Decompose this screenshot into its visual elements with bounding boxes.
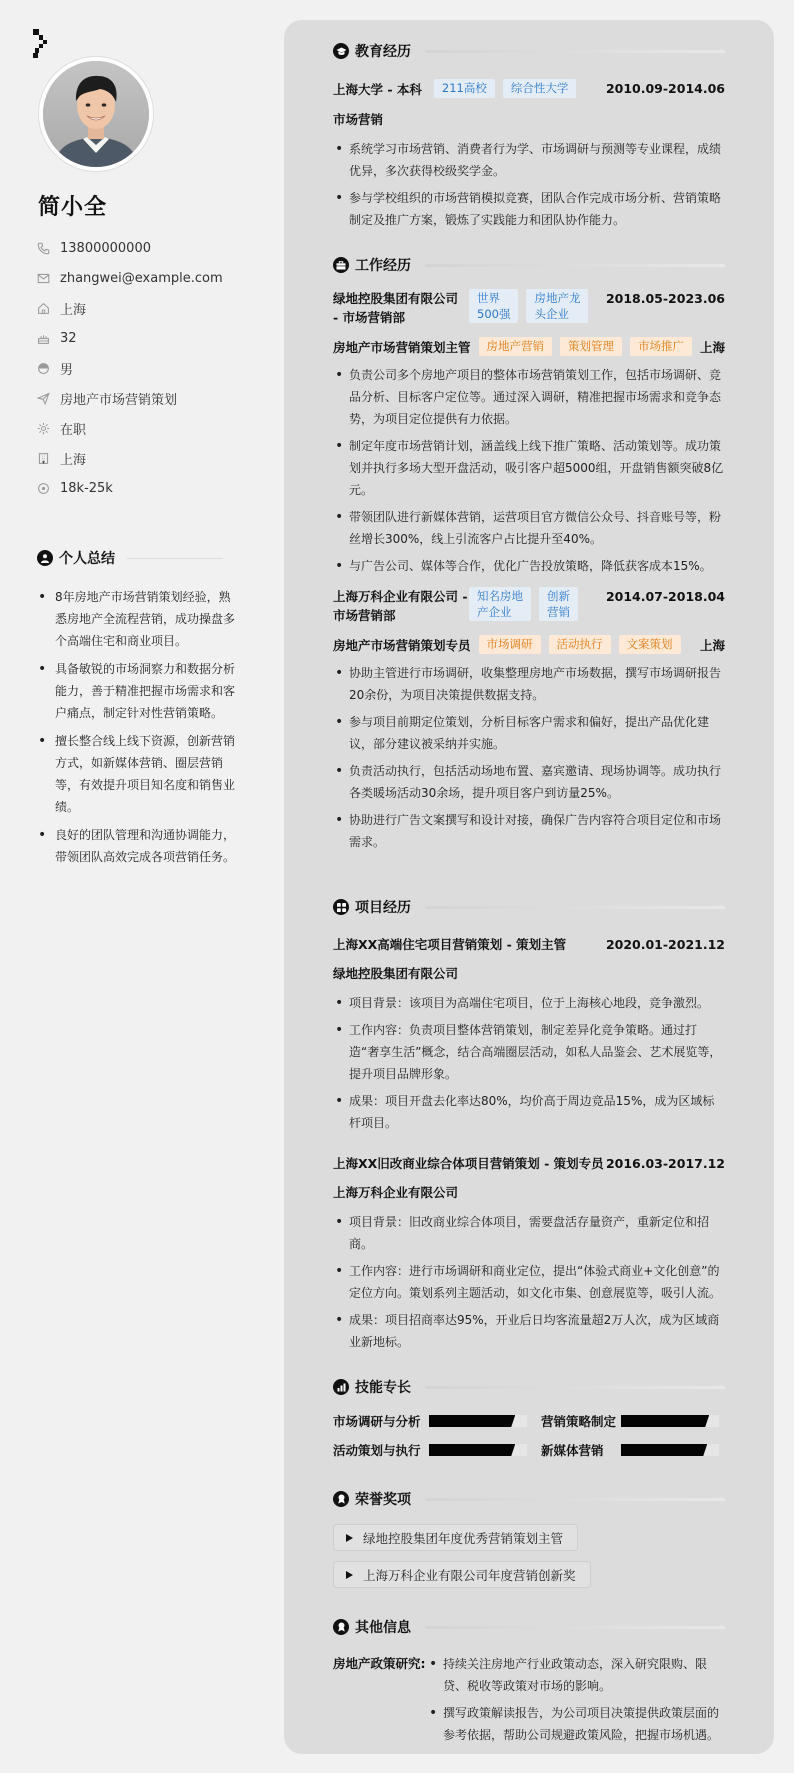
info-text: 房地产市场营销策划 bbox=[60, 392, 178, 408]
project-bullets bbox=[333, 1211, 725, 1353]
job-position: 房地产市场营销策划专员 bbox=[333, 637, 471, 653]
job-position: 房地产市场营销策划主管 bbox=[333, 339, 471, 355]
phone-icon bbox=[37, 242, 50, 255]
education-section bbox=[333, 41, 725, 236]
projects-section-title bbox=[333, 897, 725, 917]
info-icon bbox=[333, 1619, 349, 1635]
tag-line: 世界 bbox=[477, 291, 500, 305]
skill-fill bbox=[429, 1444, 515, 1456]
project-entry-head bbox=[333, 935, 725, 953]
skill-row bbox=[333, 1411, 725, 1431]
info-phone bbox=[37, 233, 223, 263]
info-hometown bbox=[37, 293, 223, 323]
candidate-name: 简小全 bbox=[38, 195, 108, 220]
company-name-line: 市场营销部 bbox=[333, 608, 396, 623]
list-item: • 制定年度市场营销计划，涵盖线上线下推广策略、活动策划等。成功策划并执行多场大型开盘活动，吸引客户超5000组，开盘销售额突破8亿元。 bbox=[333, 435, 725, 501]
project-company: 上海万科企业有限公司 bbox=[333, 1185, 459, 1200]
tag-line: 头企业 bbox=[534, 307, 569, 321]
email-icon bbox=[37, 272, 50, 285]
user-icon bbox=[37, 550, 53, 566]
briefcase-icon bbox=[333, 257, 349, 273]
skills-section-title bbox=[333, 1377, 725, 1397]
award-text: 上海万科企业有限公司年度营销创新奖 bbox=[363, 1567, 576, 1583]
work-section-title bbox=[333, 255, 725, 275]
home-icon bbox=[37, 302, 50, 315]
skill-name: 新媒体营销 bbox=[541, 1443, 604, 1458]
company-name-line: 上海万科企业有限公司 - bbox=[333, 589, 468, 604]
gender-icon bbox=[37, 362, 50, 375]
list-item: • 8年房地产市场营销策划经验，熟悉房地产全流程营销，成功操盘多个高端住宅和商业项目。 bbox=[37, 586, 237, 652]
skill-fill bbox=[621, 1415, 709, 1427]
list-item: • 负责活动执行，包括活动场地布置、嘉宾邀请、现场协调等。成功执行各类暖场活动30余场，提升项目客户到访量25%。 bbox=[333, 760, 725, 804]
company-tag bbox=[469, 587, 531, 621]
list-item: • 撰写政策解读报告，为公司项目决策提供政策层面的参考依据，帮助公司规避政策风险，把握市场机遇。 bbox=[427, 1702, 725, 1746]
project-date: 2016.03-2017.12 bbox=[605, 1155, 725, 1171]
job-bullets bbox=[333, 662, 725, 853]
list-item: • 成果：项目开盘去化率达80%，均价高于周边竞品15%，成为区域标杆项目。 bbox=[333, 1090, 725, 1134]
list-item: • 工作内容：进行市场调研和商业定位，提出“体验式商业+文化创意”的定位方向。策划系列主题活动，如文化市集、创意展览等，吸引人流。 bbox=[333, 1260, 725, 1304]
graduation-cap-icon bbox=[333, 43, 349, 59]
company-tag bbox=[469, 289, 518, 323]
tag-line: 营销 bbox=[547, 605, 570, 619]
project-name: 上海XX旧改商业综合体项目营销策划 - 策划专员 bbox=[333, 1156, 604, 1171]
info-salary bbox=[37, 473, 223, 503]
list-item: • 带领团队进行新媒体营销，运营项目官方微信公众号、抖音账号等，粉丝增长300%，线上引流客户占比提升至40%。 bbox=[333, 506, 725, 550]
salary-icon bbox=[37, 482, 50, 495]
info-text: 32 bbox=[60, 330, 77, 346]
award-text: 绿地控股集团年度优秀营销策划主管 bbox=[363, 1530, 564, 1546]
award-item bbox=[333, 1561, 725, 1588]
list-item: • 持续关注房地产行业政策动态，深入研究限购、限贷、税收等政策对市场的影响。 bbox=[427, 1653, 725, 1697]
other-info-row bbox=[333, 1653, 725, 1751]
skill-tag: 活动执行 bbox=[549, 635, 611, 654]
info-city bbox=[37, 443, 223, 473]
projects-section bbox=[333, 897, 725, 1358]
skill-name: 活动策划与执行 bbox=[333, 1443, 421, 1458]
tag-line: 房地产龙 bbox=[534, 291, 581, 305]
info-text: 上海 bbox=[60, 452, 87, 468]
company-name-line: - 市场营销部 bbox=[333, 310, 406, 325]
grid-icon bbox=[333, 899, 349, 915]
company-name-line: 绿地控股集团有限公司 bbox=[333, 291, 459, 306]
section-title-text: 技能专长 bbox=[355, 1380, 411, 1396]
list-item: • 协助主管进行市场调研，收集整理房地产市场数据，撰写市场调研报告20余份，为项目决策提供数据支持。 bbox=[333, 662, 725, 706]
play-icon bbox=[346, 1571, 353, 1579]
list-item: • 具备敏锐的市场洞察力和数据分析能力，善于精准把握市场需求和客户痛点，制定针对性营销策略。 bbox=[37, 658, 237, 724]
gear-icon bbox=[37, 422, 50, 435]
divider bbox=[425, 906, 725, 909]
job-date: 2014.07-2018.04 bbox=[605, 589, 725, 604]
job-entry-head bbox=[333, 587, 725, 625]
summary-title-text: 个人总结 bbox=[59, 551, 115, 567]
list-item: • 参与学校组织的市场营销模拟竞赛，团队合作完成市场分析、营销策略制定及推广方案，锻炼了实践能力和团队协作能力。 bbox=[333, 187, 725, 231]
project-bullets bbox=[333, 992, 725, 1134]
awards-section-title bbox=[333, 1489, 725, 1509]
info-job-intent bbox=[37, 383, 223, 413]
job-position-row bbox=[333, 635, 725, 654]
divider bbox=[127, 558, 223, 559]
skill-tag: 文案策划 bbox=[619, 635, 681, 654]
company-tag bbox=[526, 289, 588, 323]
list-item: • 系统学习市场营销、消费者行为学、市场调研与预测等专业课程，成绩优异，多次获得校级奖学金。 bbox=[333, 138, 725, 182]
skills-section bbox=[333, 1377, 725, 1460]
divider bbox=[425, 1626, 725, 1629]
skill-tag: 市场推广 bbox=[630, 337, 692, 356]
job-position-row bbox=[333, 337, 725, 356]
tag-line: 知名房地 bbox=[477, 589, 523, 603]
section-title-text: 教育经历 bbox=[355, 44, 411, 60]
list-item: • 与广告公司、媒体等合作，优化广告投放策略，降低获客成本15%。 bbox=[333, 555, 725, 577]
other-info-label: 房地产政策研究: bbox=[333, 1656, 426, 1671]
list-item: • 负责公司多个房地产项目的整体市场营销策划工作，包括市场调研、竞品分析、目标客户定位等。通过深入调研，精准把握市场需求和竞争态势，为项目定位提供有力依据。 bbox=[333, 364, 725, 430]
list-item: • 成果：项目招商率达95%，开业后日均客流量超2万人次，成为区域商业新地标。 bbox=[333, 1309, 725, 1353]
education-section-title bbox=[333, 41, 725, 61]
divider bbox=[425, 1386, 725, 1389]
school-name: 上海大学 - 本科 bbox=[333, 81, 422, 97]
list-item: • 工作内容：负责项目整体营销策划，制定差异化竞争策略。通过打造“奢享生活”概念，结合高端圈层活动，如私人品鉴会、艺术展览等，提升项目品牌形象。 bbox=[333, 1019, 725, 1085]
info-text: 男 bbox=[60, 362, 74, 378]
info-status bbox=[37, 413, 223, 443]
portrait-image bbox=[43, 61, 149, 167]
send-icon bbox=[37, 392, 50, 405]
award-item bbox=[333, 1524, 725, 1551]
skill-fill bbox=[429, 1415, 515, 1427]
work-section bbox=[333, 255, 725, 858]
info-gender bbox=[37, 353, 223, 383]
tag-line: 500强 bbox=[477, 307, 511, 321]
sidebar bbox=[0, 0, 270, 1773]
awards-section bbox=[333, 1489, 725, 1588]
building-icon bbox=[37, 452, 50, 465]
section-title-text: 荣誉奖项 bbox=[355, 1492, 411, 1508]
major: 市场营销 bbox=[333, 112, 384, 127]
job-city: 上海 bbox=[699, 637, 725, 653]
job-entry-head bbox=[333, 289, 725, 327]
skill-name: 市场调研与分析 bbox=[333, 1414, 421, 1429]
skill-fill bbox=[621, 1444, 707, 1456]
divider bbox=[425, 50, 725, 53]
info-text: 13800000000 bbox=[60, 240, 151, 256]
other-bullets bbox=[427, 1653, 725, 1751]
contact-info-list bbox=[37, 233, 223, 503]
chevron-logo-icon bbox=[33, 29, 53, 59]
cake-icon bbox=[37, 332, 50, 345]
list-item: • 项目背景：该项目为高端住宅项目，位于上海核心地段，竞争激烈。 bbox=[333, 992, 725, 1014]
list-item: • 参与项目前期定位策划，分析目标客户需求和偏好，提出产品优化建议，部分建议被采纳并实施。 bbox=[333, 711, 725, 755]
school-tag: 211高校 bbox=[434, 79, 495, 98]
education-entry-head bbox=[333, 79, 725, 98]
skill-tag: 市场调研 bbox=[479, 635, 541, 654]
skill-bar bbox=[429, 1444, 527, 1456]
project-company: 绿地控股集团有限公司 bbox=[333, 966, 459, 981]
company-name bbox=[333, 289, 469, 327]
divider bbox=[425, 1498, 725, 1501]
skill-tag: 策划管理 bbox=[560, 337, 622, 356]
job-bullets bbox=[333, 364, 725, 577]
skill-bar bbox=[621, 1415, 719, 1427]
summary-section-title bbox=[37, 548, 223, 568]
school-tag: 综合性大学 bbox=[503, 79, 577, 98]
other-section-title bbox=[333, 1617, 725, 1637]
job-date: 2018.05-2023.06 bbox=[605, 291, 725, 306]
project-date: 2020.01-2021.12 bbox=[605, 936, 725, 952]
project-name: 上海XX高端住宅项目营销策划 - 策划主管 bbox=[333, 937, 567, 952]
skill-bar bbox=[621, 1444, 719, 1456]
award-badge bbox=[333, 1561, 591, 1588]
skill-row bbox=[333, 1440, 725, 1460]
tag-line: 产企业 bbox=[477, 605, 512, 619]
skill-name: 营销策略制定 bbox=[541, 1414, 617, 1429]
tag-line: 创新 bbox=[547, 589, 570, 603]
award-badge bbox=[333, 1524, 578, 1551]
info-text: 18k-25k bbox=[60, 480, 113, 496]
other-section bbox=[333, 1617, 725, 1751]
list-item: • 协助进行广告文案撰写和设计对接，确保广告内容符合项目定位和市场需求。 bbox=[333, 809, 725, 853]
company-name bbox=[333, 587, 469, 625]
skill-tag: 房地产营销 bbox=[479, 337, 553, 356]
list-item: • 项目背景：旧改商业综合体项目，需要盘活存量资产，重新定位和招商。 bbox=[333, 1211, 725, 1255]
info-age bbox=[37, 323, 223, 353]
list-item: • 擅长整合线上线下资源，创新营销方式，如新媒体营销、圈层营销等，有效提升项目知名度和销售业绩。 bbox=[37, 730, 237, 818]
info-email bbox=[37, 263, 223, 293]
section-title-text: 项目经历 bbox=[355, 900, 411, 916]
company-tag bbox=[539, 587, 578, 621]
summary-list bbox=[37, 586, 237, 874]
section-title-text: 其他信息 bbox=[355, 1620, 411, 1636]
project-entry-head bbox=[333, 1154, 725, 1172]
section-title-text: 工作经历 bbox=[355, 258, 411, 274]
list-item: • 良好的团队管理和沟通协调能力，带领团队高效完成各项营销任务。 bbox=[37, 824, 237, 868]
divider bbox=[425, 264, 725, 267]
play-icon bbox=[346, 1534, 353, 1542]
avatar bbox=[39, 57, 153, 171]
bar-chart-icon bbox=[333, 1379, 349, 1395]
info-text: 在职 bbox=[60, 422, 87, 438]
skill-bar bbox=[429, 1415, 527, 1427]
award-icon bbox=[333, 1491, 349, 1507]
job-city: 上海 bbox=[699, 339, 725, 355]
info-text: zhangwei@example.com bbox=[60, 270, 223, 286]
education-bullets bbox=[333, 138, 725, 231]
education-date: 2010.09-2014.06 bbox=[605, 81, 725, 96]
info-text: 上海 bbox=[60, 302, 87, 318]
